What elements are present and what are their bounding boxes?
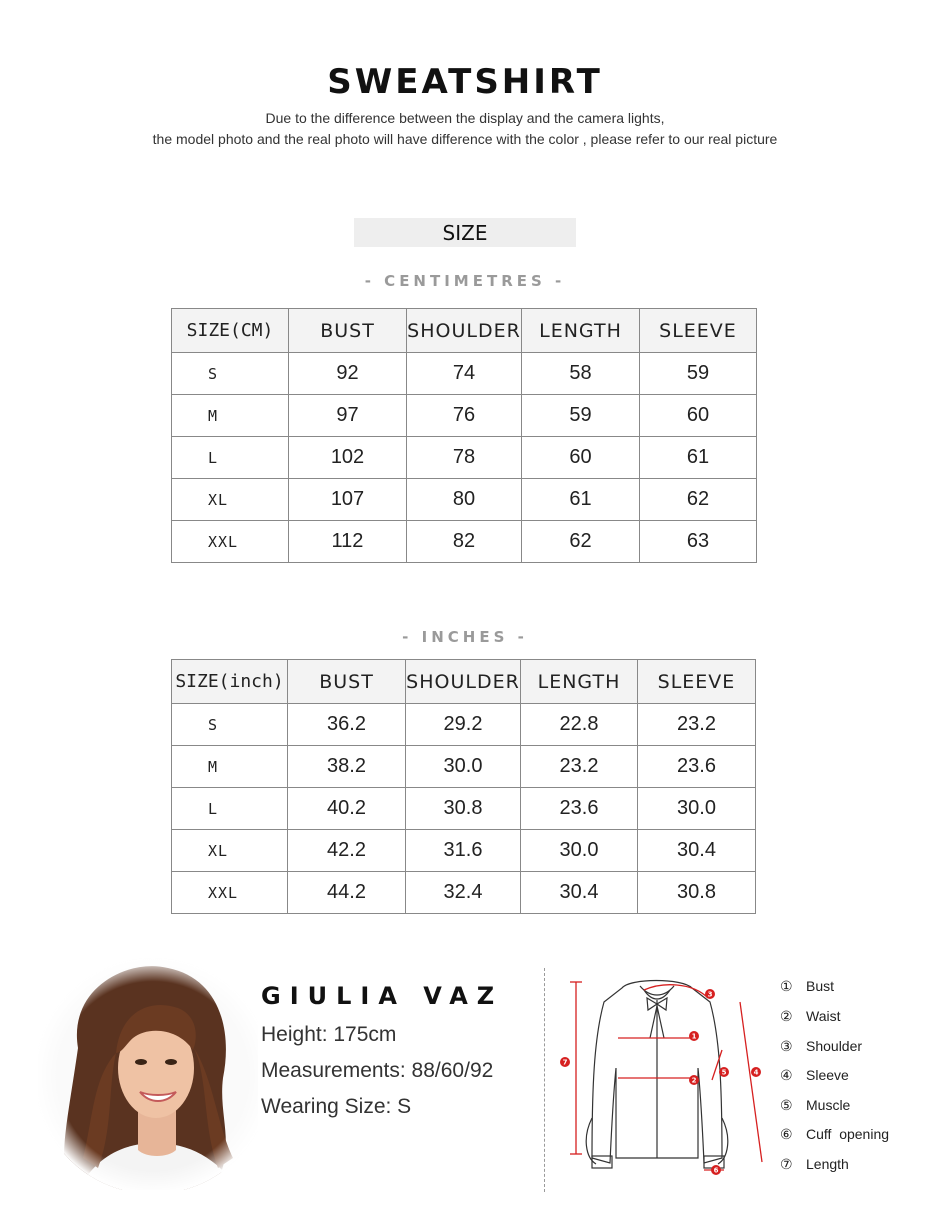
size-cell: L [172, 788, 288, 830]
legend-num: ② [780, 1008, 793, 1024]
legend-num: ⑥ [780, 1126, 793, 1142]
sleeve-cell: 23.6 [638, 746, 756, 788]
legend-item-bust [780, 978, 834, 995]
table-row [172, 521, 757, 563]
size-cell: L [172, 437, 289, 479]
sleeve-cell: 59 [640, 353, 757, 395]
bust-cell: 40.2 [288, 788, 406, 830]
length-cell: 60 [522, 437, 640, 479]
shoulder-cell: 76 [407, 395, 522, 437]
bust-cell: 107 [289, 479, 407, 521]
centimetres-table [171, 308, 757, 563]
shoulder-cell: 29.2 [406, 704, 521, 746]
size-cell: XL [172, 830, 288, 872]
inches-label: - INCHES - [402, 628, 528, 646]
size-cell: S [172, 704, 288, 746]
legend-item-sleeve [780, 1067, 849, 1084]
length-cell: 61 [522, 479, 640, 521]
legend-num: ③ [780, 1038, 793, 1054]
legend-label: Sleeve [806, 1067, 849, 1083]
size-heading: SIZE [354, 218, 576, 247]
length-cell: 59 [522, 395, 640, 437]
sleeve-cell: 30.8 [638, 872, 756, 914]
size-cell: M [172, 395, 289, 437]
length-cell: 30.4 [521, 872, 638, 914]
model-photo [38, 958, 258, 1190]
diagram-marker: 2 [691, 1076, 697, 1085]
legend-item-cuff-opening [780, 1126, 889, 1143]
table-row [172, 395, 757, 437]
bust-cell: 97 [289, 395, 407, 437]
length-cell: 30.0 [521, 830, 638, 872]
model-height: Height: 175cm [261, 1023, 397, 1046]
header-cell: SHOULDER [407, 309, 522, 353]
header-cell: SIZE(CM) [172, 309, 289, 353]
legend-label: Cuff opening [806, 1126, 890, 1142]
measurement-diagram [552, 968, 774, 1188]
legend-num: ① [780, 978, 793, 994]
diagram-marker: 6 [713, 1166, 719, 1175]
sleeve-cell: 61 [640, 437, 757, 479]
length-cell: 62 [522, 521, 640, 563]
diagram-marker: 5 [721, 1068, 727, 1077]
header-cell: SIZE(inch) [172, 660, 288, 704]
length-cell: 22.8 [521, 704, 638, 746]
model-wearing-size: Wearing Size: S [261, 1095, 412, 1118]
sleeve-cell: 30.0 [638, 788, 756, 830]
header-cell: SHOULDER [406, 660, 521, 704]
table-row [172, 872, 756, 914]
inches-table [171, 659, 756, 914]
header-cell: BUST [289, 309, 407, 353]
legend-label: Shoulder [806, 1038, 863, 1054]
bust-cell: 102 [289, 437, 407, 479]
bust-cell: 36.2 [288, 704, 406, 746]
bust-cell: 112 [289, 521, 407, 563]
shoulder-cell: 31.6 [406, 830, 521, 872]
table-row [172, 830, 756, 872]
legend-label: Waist [806, 1008, 841, 1024]
legend-num: ④ [780, 1067, 793, 1083]
centimetres-label: - CENTIMETRES - [364, 272, 566, 290]
table-header-row [172, 660, 756, 704]
length-cell: 23.2 [521, 746, 638, 788]
header-cell: BUST [288, 660, 406, 704]
length-cell: 23.6 [521, 788, 638, 830]
header-cell: SLEEVE [640, 309, 757, 353]
shoulder-cell: 80 [407, 479, 522, 521]
legend-label: Bust [806, 978, 835, 994]
length-cell: 58 [522, 353, 640, 395]
shoulder-cell: 30.0 [406, 746, 521, 788]
header-cell: LENGTH [522, 309, 640, 353]
bust-cell: 44.2 [288, 872, 406, 914]
header-cell: LENGTH [521, 660, 638, 704]
page-title: SWEATSHIRT [327, 62, 603, 102]
sleeve-cell: 23.2 [638, 704, 756, 746]
bust-cell: 42.2 [288, 830, 406, 872]
table-row [172, 479, 757, 521]
size-cell: XXL [172, 521, 289, 563]
legend-label: Muscle [806, 1097, 851, 1113]
diagram-marker: 3 [707, 990, 713, 999]
legend-num: ⑤ [780, 1097, 793, 1113]
bust-cell: 38.2 [288, 746, 406, 788]
bust-cell: 92 [289, 353, 407, 395]
table-row [172, 437, 757, 479]
legend-item-length [780, 1156, 849, 1173]
legend-item-waist [780, 1008, 840, 1025]
diagram-marker: 1 [691, 1032, 697, 1041]
legend-num: ⑦ [780, 1156, 793, 1172]
shoulder-cell: 30.8 [406, 788, 521, 830]
diagram-marker: 7 [562, 1058, 568, 1067]
shoulder-cell: 82 [407, 521, 522, 563]
table-row [172, 353, 757, 395]
model-name: GIULIA VAZ [261, 982, 504, 1010]
legend-item-shoulder [780, 1038, 862, 1055]
table-header-row [172, 309, 757, 353]
subtitle-line-2: the model photo and the real photo will have difference with the color , please refer to our real picture [152, 131, 778, 147]
legend-item-muscle [780, 1097, 850, 1114]
subtitle-line-1: Due to the difference between the display and the camera lights, [265, 110, 665, 126]
sleeve-cell: 63 [640, 521, 757, 563]
table-row [172, 746, 756, 788]
size-cell: S [172, 353, 289, 395]
model-measurements: Measurements: 88/60/92 [261, 1059, 494, 1082]
sleeve-cell: 60 [640, 395, 757, 437]
shoulder-cell: 78 [407, 437, 522, 479]
diagram-marker: 4 [753, 1068, 759, 1077]
size-cell: XL [172, 479, 289, 521]
shoulder-cell: 32.4 [406, 872, 521, 914]
section-divider [544, 968, 545, 1192]
header-cell: SLEEVE [638, 660, 756, 704]
sleeve-cell: 62 [640, 479, 757, 521]
table-row [172, 704, 756, 746]
legend-label: Length [806, 1156, 849, 1172]
size-cell: M [172, 746, 288, 788]
sleeve-cell: 30.4 [638, 830, 756, 872]
size-cell: XXL [172, 872, 288, 914]
table-row [172, 788, 756, 830]
shoulder-cell: 74 [407, 353, 522, 395]
